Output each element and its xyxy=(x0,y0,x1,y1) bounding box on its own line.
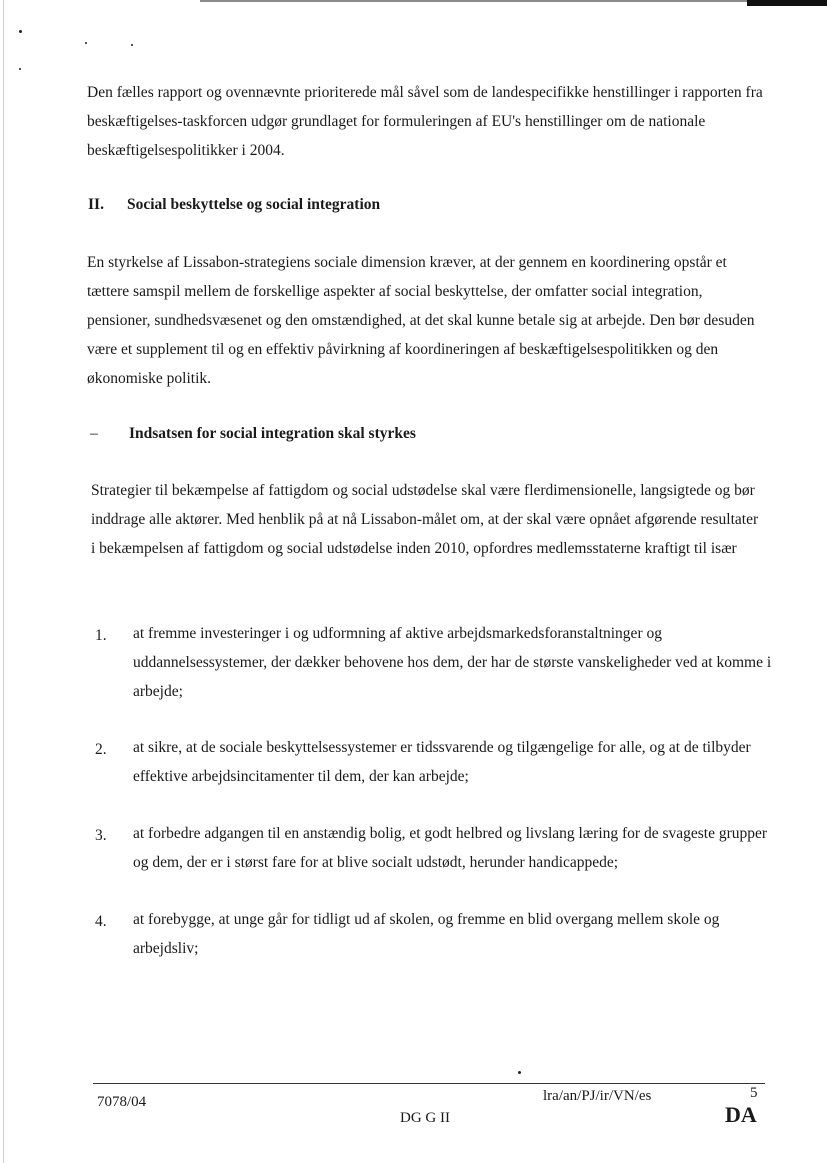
list-item-text: at fremme investeringer i og udformning af aktive arbejdsmarkedsforanstaltninger og uddannelsessystemer, der dækker behovene hos dem, der har de største vanskeligheder ved at komme i arbejde; xyxy=(133,625,772,700)
scan-speck xyxy=(19,68,21,70)
scan-speck xyxy=(518,1071,521,1074)
list-item-text: at forebygge, at unge går for tidligt ud af skolen, og fremme en blid overgang mellem skole og arbejdsliv; xyxy=(133,911,720,957)
subsection-title: Indsatsen for social integration skal styrkes xyxy=(129,425,416,442)
scan-edge-top xyxy=(200,0,827,2)
footer-dg: DG G II xyxy=(400,1110,450,1126)
footer-page-number: 5 xyxy=(750,1085,758,1101)
subsection-dash: – xyxy=(90,425,98,442)
section-title: Social beskyttelse og social integration xyxy=(127,196,381,213)
footer-doc-number: 7078/04 xyxy=(97,1094,147,1110)
scan-speck xyxy=(85,42,87,44)
list-item-number: 3. xyxy=(95,827,107,844)
intro-paragraph: Den fælles rapport og ovennævnte prioriterede mål såvel som de landespecifikke henstillinger i rapporten fra beskæftigelses-taskforcen udgør grundlaget for formuleringen af EU's henstillinger om de nationale beskæftigelsespolitikker i 2004. xyxy=(87,84,763,159)
footer-reference: lra/an/PJ/ir/VN/es xyxy=(543,1088,652,1104)
list-item-text: at forbedre adgangen til en anstændig bolig, et godt helbred og livslang læring for de svageste grupper og dem, der er i størst fare for at blive socialt udstødt, herunder handicappede; xyxy=(133,825,768,871)
scan-edge-left xyxy=(3,0,4,1163)
subsection-paragraph: Strategier til bekæmpelse af fattigdom og social udstødelse skal være flerdimensionelle, langsigtede og bør inddrage alle aktører. Med henblik på at nå Lissabon-målet om, at der skal være opnået afgørende resultater i bekæmpelsen af fattigdom og social udstødelse inden 2010, opfordres medlemsstaterne kraftigt til især xyxy=(91,482,759,557)
list-item-number: 2. xyxy=(95,741,107,758)
list-item-number: 4. xyxy=(95,913,107,930)
list-item-number: 1. xyxy=(95,627,107,644)
footer-rule xyxy=(93,1083,765,1084)
scan-edge-top-dark xyxy=(747,0,827,6)
scan-speck xyxy=(19,30,22,33)
list-item-text: at sikre, at de sociale beskyttelsessystemer er tidssvarende og tilgængelige for alle, og at de tilbyder effektive arbejdsincitamenter til dem, der kan arbejde; xyxy=(133,739,751,785)
footer-language: DA xyxy=(725,1102,757,1127)
scan-speck xyxy=(131,44,133,46)
section-paragraph: En styrkelse af Lissabon-strategiens sociale dimension kræver, at der gennem en koordinering opstår et tættere samspil mellem de forskellige aspekter af social beskyttelse, der omfatter social integration, pensioner, sundhedsvæsenet og den omstændighed, at det skal kunne betale sig at arbejde. Den bør desuden være et supplement til og en effektiv påvirkning af koordineringen af beskæftigelsespolitikken og den økonomiske politik. xyxy=(87,254,755,387)
section-number: II. xyxy=(88,196,104,213)
